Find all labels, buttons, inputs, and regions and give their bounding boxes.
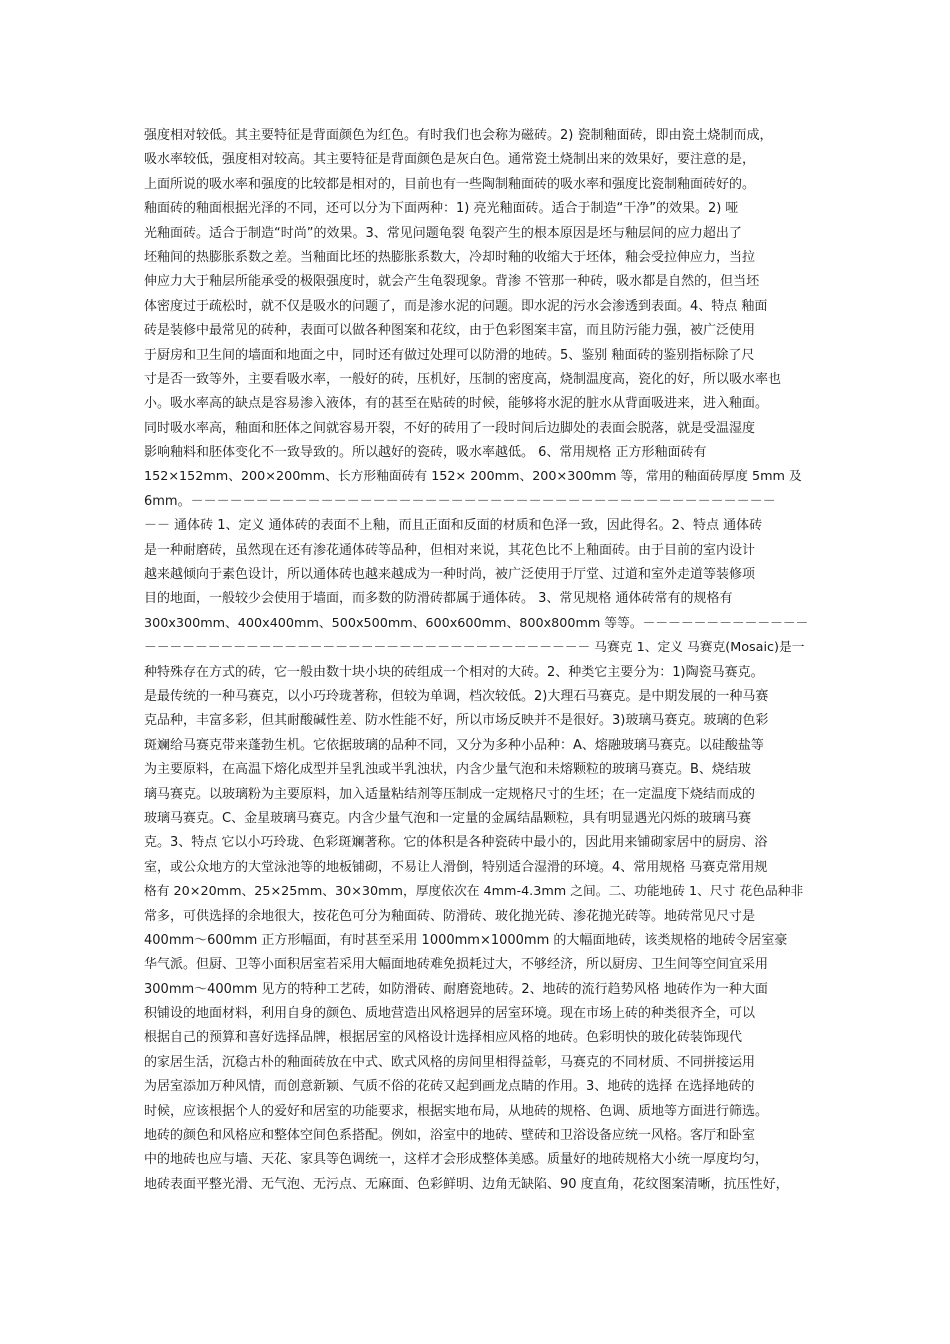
text-line: 中的地砖也应与墙、天花、家具等色调统一，这样才会形成整体美感。质量好的地砖规格大小统一厚度均匀， — [144, 1152, 769, 1168]
body-text — [144, 124, 814, 1197]
text-line: 璃马赛克。以玻璃粉为主要原料，加入适量粘结剂等压制成一定规格尺寸的生坯；在一定温度下烧结而成的 — [144, 786, 756, 802]
text-line: 是一种耐磨砖，虽然现在还有渗花通体砖等品种，但相对来说，其花色比不上釉面砖。由于目前的室内设计 — [144, 542, 756, 558]
text-line: 为居室添加万种风情，而创意新颖、气质不俗的花砖又起到画龙点睛的作用。3、地砖的选择 在选择地砖的 — [144, 1079, 755, 1095]
text-line: 寸是否一致等外，主要看吸水率，一般好的砖，压机好，压制的密度高，烧制温度高，瓷化的好，所以吸水率也 — [144, 371, 782, 387]
text-line: 吸水率较低，强度相对较高。其主要特征是背面颜色是灰白色。通常瓷土烧制出来的效果好，要注意的是， — [144, 152, 756, 168]
text-line: 目的地面，一般较少会使用于墙面，而多数的防滑砖都属于通体砖。 3、常见规格 通体砖常有的规格有 — [144, 591, 733, 607]
text-line: 上面所说的吸水率和强度的比较都是相对的，目前也有一些陶制釉面砖的吸水率和强度比瓷制釉面砖好的。 — [144, 176, 756, 192]
text-line: 伸应力大于釉层所能承受的极限强度时，就会产生龟裂现象。背渗 不管那一种砖，吸水都是自然的，但当坯 — [144, 274, 760, 290]
text-line: 砖是装修中最常见的砖种，表面可以做各种图案和花纹，由于色彩图案丰富，而且防污能力强，被广泛使用 — [144, 323, 756, 339]
text-line: 积铺设的地面材料，利用自身的颜色、质地营造出风格迥异的居室环境。现在市场上砖的种类很齐全，可以 — [144, 1006, 756, 1022]
text-line: 6mm。－－－－－－－－－－－－－－－－－－－－－－－－－－－－－－－－－－－－－－－－－－－－－ — [144, 493, 776, 509]
text-line: 种特殊存在方式的砖，它一般由数十块小块的砖组成一个相对的大砖。2、种类它主要分为：1)陶瓷马赛克。 — [144, 664, 764, 680]
text-line: 的家居生活，沉稳古朴的釉面砖放在中式、欧式风格的房间里相得益彰，马赛克的不同材质、不同拼接运用 — [144, 1054, 756, 1070]
text-line: 体密度过于疏松时，就不仅是吸水的问题了，而是渗水泥的问题。即水泥的污水会渗透到表面。4、特点 釉面 — [144, 298, 768, 314]
text-line: 影响釉料和胚体变化不一致导致的。所以越好的瓷砖，吸水率越低。 6、常用规格 正方形釉面砖有 — [144, 445, 707, 461]
text-line: 152×152mm、200×200mm、长方形釉面砖有 152× 200mm、200×300mm 等，常用的釉面砖厚度 5mm 及 — [144, 469, 802, 485]
text-line: 300mm～400mm 见方的特种工艺砖，如防滑砖、耐磨瓷地砖。2、地砖的流行趋势风格 地砖作为一种大面 — [144, 981, 768, 997]
text-line: 光釉面砖。适合于制造“时尚”的效果。3、常见问题龟裂 龟裂产生的根本原因是坯与釉层间的应力超出了 — [144, 225, 742, 241]
text-line: 釉面砖的釉面根据光泽的不同，还可以分为下面两种：1) 亮光釉面砖。适合于制造“干净”的效果。2) 哑 — [144, 201, 739, 217]
text-line: 坯釉间的热膨胀系数之差。当釉面比坯的热膨胀系数大，冷却时釉的收缩大于坯体，釉会受拉伸应力，当拉 — [144, 249, 756, 265]
text-line: 时候，应该根据个人的爱好和居室的功能要求，根据实地布局，从地砖的规格、色调、质地等方面进行筛选。 — [144, 1103, 769, 1119]
text-line: 室，或公众地方的大堂泳池等的地板铺砌，不易让人滑倒，特别适合湿滑的环境。4、常用规格 马赛克常用规 — [144, 859, 768, 875]
text-line: 小。吸水率高的缺点是容易渗入液体，有的甚至在贴砖的时候，能够将水泥的脏水从背面吸进来，进入釉面。 — [144, 396, 769, 412]
text-line: 强度相对较低。其主要特征是背面颜色为红色。有时我们也会称为磁砖。2) 瓷制釉面砖，即由瓷土烧制而成， — [144, 128, 773, 143]
text-line: 地砖表面平整光滑、无气泡、无污点、无麻面、色彩鲜明、边角无缺陷、90 度直角，花纹图案清晰，抗压性好， — [144, 1176, 789, 1192]
text-line: 300x300mm、400x400mm、500x500mm、600x600mm、800x800mm 等等。－－－－－－－－－－－－－ — [144, 615, 809, 631]
text-line: 根据自己的预算和喜好选择品牌，根据居室的风格设计选择相应风格的地砖。色彩明快的玻化砖装饰现代 — [144, 1030, 743, 1046]
text-line: 常多，可供选择的余地很大，按花色可分为釉面砖、防滑砖、玻化抛光砖、渗花抛光砖等。地砖常见尺寸是 — [144, 908, 756, 924]
text-line: 玻璃马赛克。C、金星玻璃马赛克。内含少量气泡和一定量的金属结晶颗粒，具有明显遇光闪烁的玻璃马赛 — [144, 810, 752, 826]
text-line: 是最传统的一种马赛克，以小巧玲珑著称，但较为单调，档次较低。2)大理石马赛克。是中期发展的一种马赛 — [144, 688, 769, 704]
text-line: 同时吸水率高，釉面和胚体之间就容易开裂，不好的砖用了一段时间后边脚处的表面会脱落，就是受温湿度 — [144, 420, 756, 436]
text-line: 华气派。但厨、卫等小面积居室若采用大幅面地砖难免损耗过大，不够经济，所以厨房、卫生间等空间宜采用 — [144, 957, 769, 973]
text-line: 为主要原料，在高温下熔化成型并呈乳浊或半乳浊状，内含少量气泡和未熔颗粒的玻璃马赛克。B、烧结玻 — [144, 762, 751, 778]
text-line: 于厨房和卫生间的墙面和地面之中，同时还有做过处理可以防滑的地砖。5、鉴别 釉面砖的鉴别指标除了尺 — [144, 347, 755, 363]
text-line: 斑斓给马赛克带来蓬勃生机。它依据玻璃的品种不同，又分为多种小品种：A、熔融玻璃马赛克。以硅酸盐等 — [144, 737, 764, 753]
text-line: 格有 20×20mm、25×25mm、30×30mm，厚度依次在 4mm-4.3mm 之间。二、功能地砖 1、尺寸 花色品种非 — [144, 884, 804, 900]
text-line: －－ 通体砖 1、定义 通体砖的表面不上釉，而且正面和反面的材质和色泽一致，因此得名。2、特点 通体砖 — [144, 518, 763, 534]
text-line: 克。3、特点 它以小巧玲珑、色彩斑斓著称。它的体积是各种瓷砖中最小的，因此用来铺砌家居中的厨房、浴 — [144, 835, 768, 851]
text-line: 地砖的颜色和风格应和整体空间色系搭配。例如，浴室中的地砖、壁砖和卫浴设备应统一风格。客厅和卧室 — [144, 1128, 756, 1144]
text-line: －－－－－－－－－－－－－－－－－－－－－－－－－－－－－－－－－－－ 马赛克 1、定义 马赛克(Mosaic)是一 — [144, 640, 805, 656]
text-line: 400mm～600mm 正方形幅面，有时甚至采用 1000mm×1000mm 的大幅面地砖，该类规格的地砖令居室豪 — [144, 932, 788, 948]
text-line: 越来越倾向于素色设计，所以通体砖也越来越成为一种时尚，被广泛使用于厅堂、过道和室外走道等装修项 — [144, 567, 756, 583]
text-line: 克品种，丰富多彩，但其耐酸碱性差、防水性能不好，所以市场反映并不是很好。3)玻璃马赛克。玻璃的色彩 — [144, 713, 769, 729]
